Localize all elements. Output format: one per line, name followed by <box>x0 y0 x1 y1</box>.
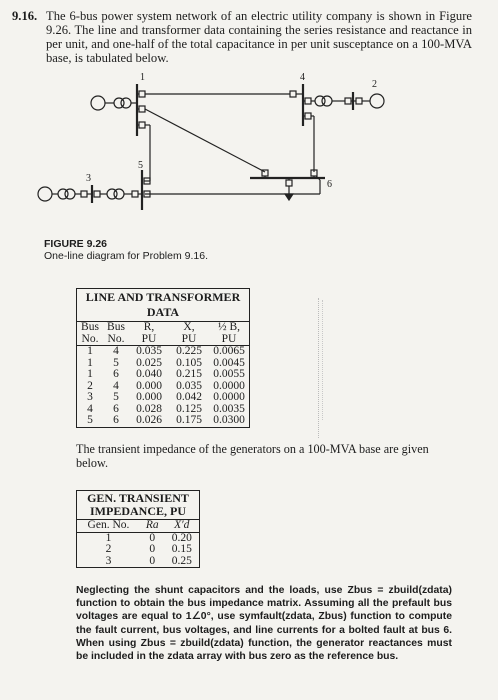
figure-title: FIGURE 9.26 <box>44 238 108 250</box>
col-header: X, <box>183 321 195 333</box>
col-header: No. <box>77 334 104 346</box>
generator-impedance-table <box>76 490 200 568</box>
table-cell: 5 <box>113 356 119 369</box>
figure-caption-text: One-line diagram for Problem 9.16. <box>44 250 208 262</box>
table-row <box>77 544 200 556</box>
line-transformer-table <box>76 288 250 428</box>
table-row <box>77 556 200 568</box>
table-cell: 2 <box>105 543 112 555</box>
gen-table-title-line: IMPEDANCE, PU <box>90 504 186 518</box>
problem-number: 9.16. <box>12 9 38 23</box>
table-cell: 0.225 <box>176 345 202 357</box>
table-cell: 6 <box>113 368 119 380</box>
table-cell: 0.0065 <box>213 345 245 357</box>
table-cell: 0.125 <box>176 402 202 415</box>
bus-label-5: 5 <box>138 160 143 171</box>
col-header: Bus <box>81 321 99 333</box>
table-cell: 5 <box>113 391 119 403</box>
table-cell: 4 <box>113 345 119 357</box>
col-header: ½ B, <box>217 321 241 333</box>
instructions-text: Neglecting the shunt capacitors and the loads, use Zbus = zbuild(zdata) function to obtain the bus impedance matrix. Assuming all the prefault bus voltages are equal to 1∠0°, use symfault(zdata, Zbus) function to compute the fault current, bus voltages, and line currents for a bolted fault at bus 6. When using Zbus = zbuild(zdata) function, the generator reactances must be included in the zdata array with bus zero as the reference bus. <box>76 585 452 663</box>
table-cell: 0.175 <box>176 414 202 426</box>
table-cell: 0.0035 <box>213 402 245 415</box>
table-cell: 0.000 <box>136 379 162 392</box>
table-cell: 0.0000 <box>213 379 245 392</box>
transient-impedance-text: The transient impedance of the generators on a 100-MVA base are given below. <box>76 442 429 470</box>
table-cell: 1 <box>105 531 112 544</box>
table-cell: 0 <box>149 543 156 555</box>
line-1-6 <box>145 109 265 172</box>
generator-2-icon <box>370 94 384 108</box>
table-cell: 0.035 <box>176 379 202 392</box>
col-header: X′d <box>165 520 200 533</box>
bus-label-4: 4 <box>300 72 305 83</box>
col-header: R, <box>143 321 155 333</box>
table-cell: 6 <box>113 402 119 415</box>
table-cell: 0.0300 <box>213 414 245 426</box>
col-header: PU <box>129 334 169 346</box>
col-header: PU <box>169 334 209 346</box>
table-cell: 0.20 <box>171 531 192 544</box>
table-cell: 0.025 <box>136 356 162 369</box>
table-cell: 4 <box>113 379 119 392</box>
gen-table-title-line: GEN. TRANSIENT <box>87 491 189 505</box>
table-row <box>77 346 250 358</box>
table-cell: 0.035 <box>136 345 162 357</box>
table-cell: 0.0000 <box>213 391 245 403</box>
table-cell: 0 <box>149 554 156 567</box>
one-line-diagram <box>20 70 440 232</box>
col-header: PU <box>209 334 250 346</box>
table-cell: 3 <box>105 554 112 567</box>
generator-3-icon <box>38 187 52 201</box>
table-cell: 1 <box>87 345 93 357</box>
table-cell: 5 <box>87 414 93 426</box>
table-cell: 0.105 <box>176 356 202 369</box>
scan-artifact <box>322 300 325 420</box>
table-cell: 0.15 <box>171 543 192 555</box>
table-cell: 0.028 <box>136 402 162 415</box>
table-cell: 0.25 <box>171 554 192 567</box>
bus-label-6: 6 <box>327 179 332 190</box>
table-cell: 0.0045 <box>213 356 245 369</box>
bus-label-1: 1 <box>140 72 145 83</box>
problem-text: The 6-bus power system network of an electric utility company is shown in Figure 9.26. The line and transformer data containing the series resistance and reactance in per unit, and one-half of the total capacitance in per unit susceptance on a 100-MVA base, is tabulated below. <box>46 9 472 65</box>
figure-caption <box>44 238 208 262</box>
table-cell: 4 <box>87 402 93 415</box>
bus-label-3: 3 <box>86 173 91 184</box>
col-header: Bus <box>107 321 125 333</box>
table-cell: 0.042 <box>176 391 202 403</box>
table-cell: 0.026 <box>136 414 162 426</box>
table-cell: 0.040 <box>136 368 162 380</box>
table-cell: 3 <box>87 391 93 403</box>
table-cell: 2 <box>87 379 93 392</box>
table-cell: 1 <box>87 356 93 369</box>
gen-table-title <box>76 490 200 519</box>
table-row <box>77 415 250 427</box>
table-cell: 0.0055 <box>213 368 245 380</box>
table-cell: 0.000 <box>136 391 162 403</box>
scan-artifact <box>318 298 321 438</box>
bus-label-2: 2 <box>372 79 377 90</box>
col-header: No. <box>103 334 129 346</box>
col-header: Ra <box>140 520 165 533</box>
line-table-title: LINE AND TRANSFORMER DATA <box>76 288 250 321</box>
table-row <box>77 369 250 381</box>
col-header: Gen. No. <box>77 520 140 533</box>
table-cell: 1 <box>87 368 93 380</box>
table-cell: 0.215 <box>176 368 202 380</box>
table-row <box>77 392 250 404</box>
generator-1-icon <box>91 96 105 110</box>
table-cell: 0 <box>149 531 156 544</box>
table-cell: 6 <box>113 414 119 426</box>
